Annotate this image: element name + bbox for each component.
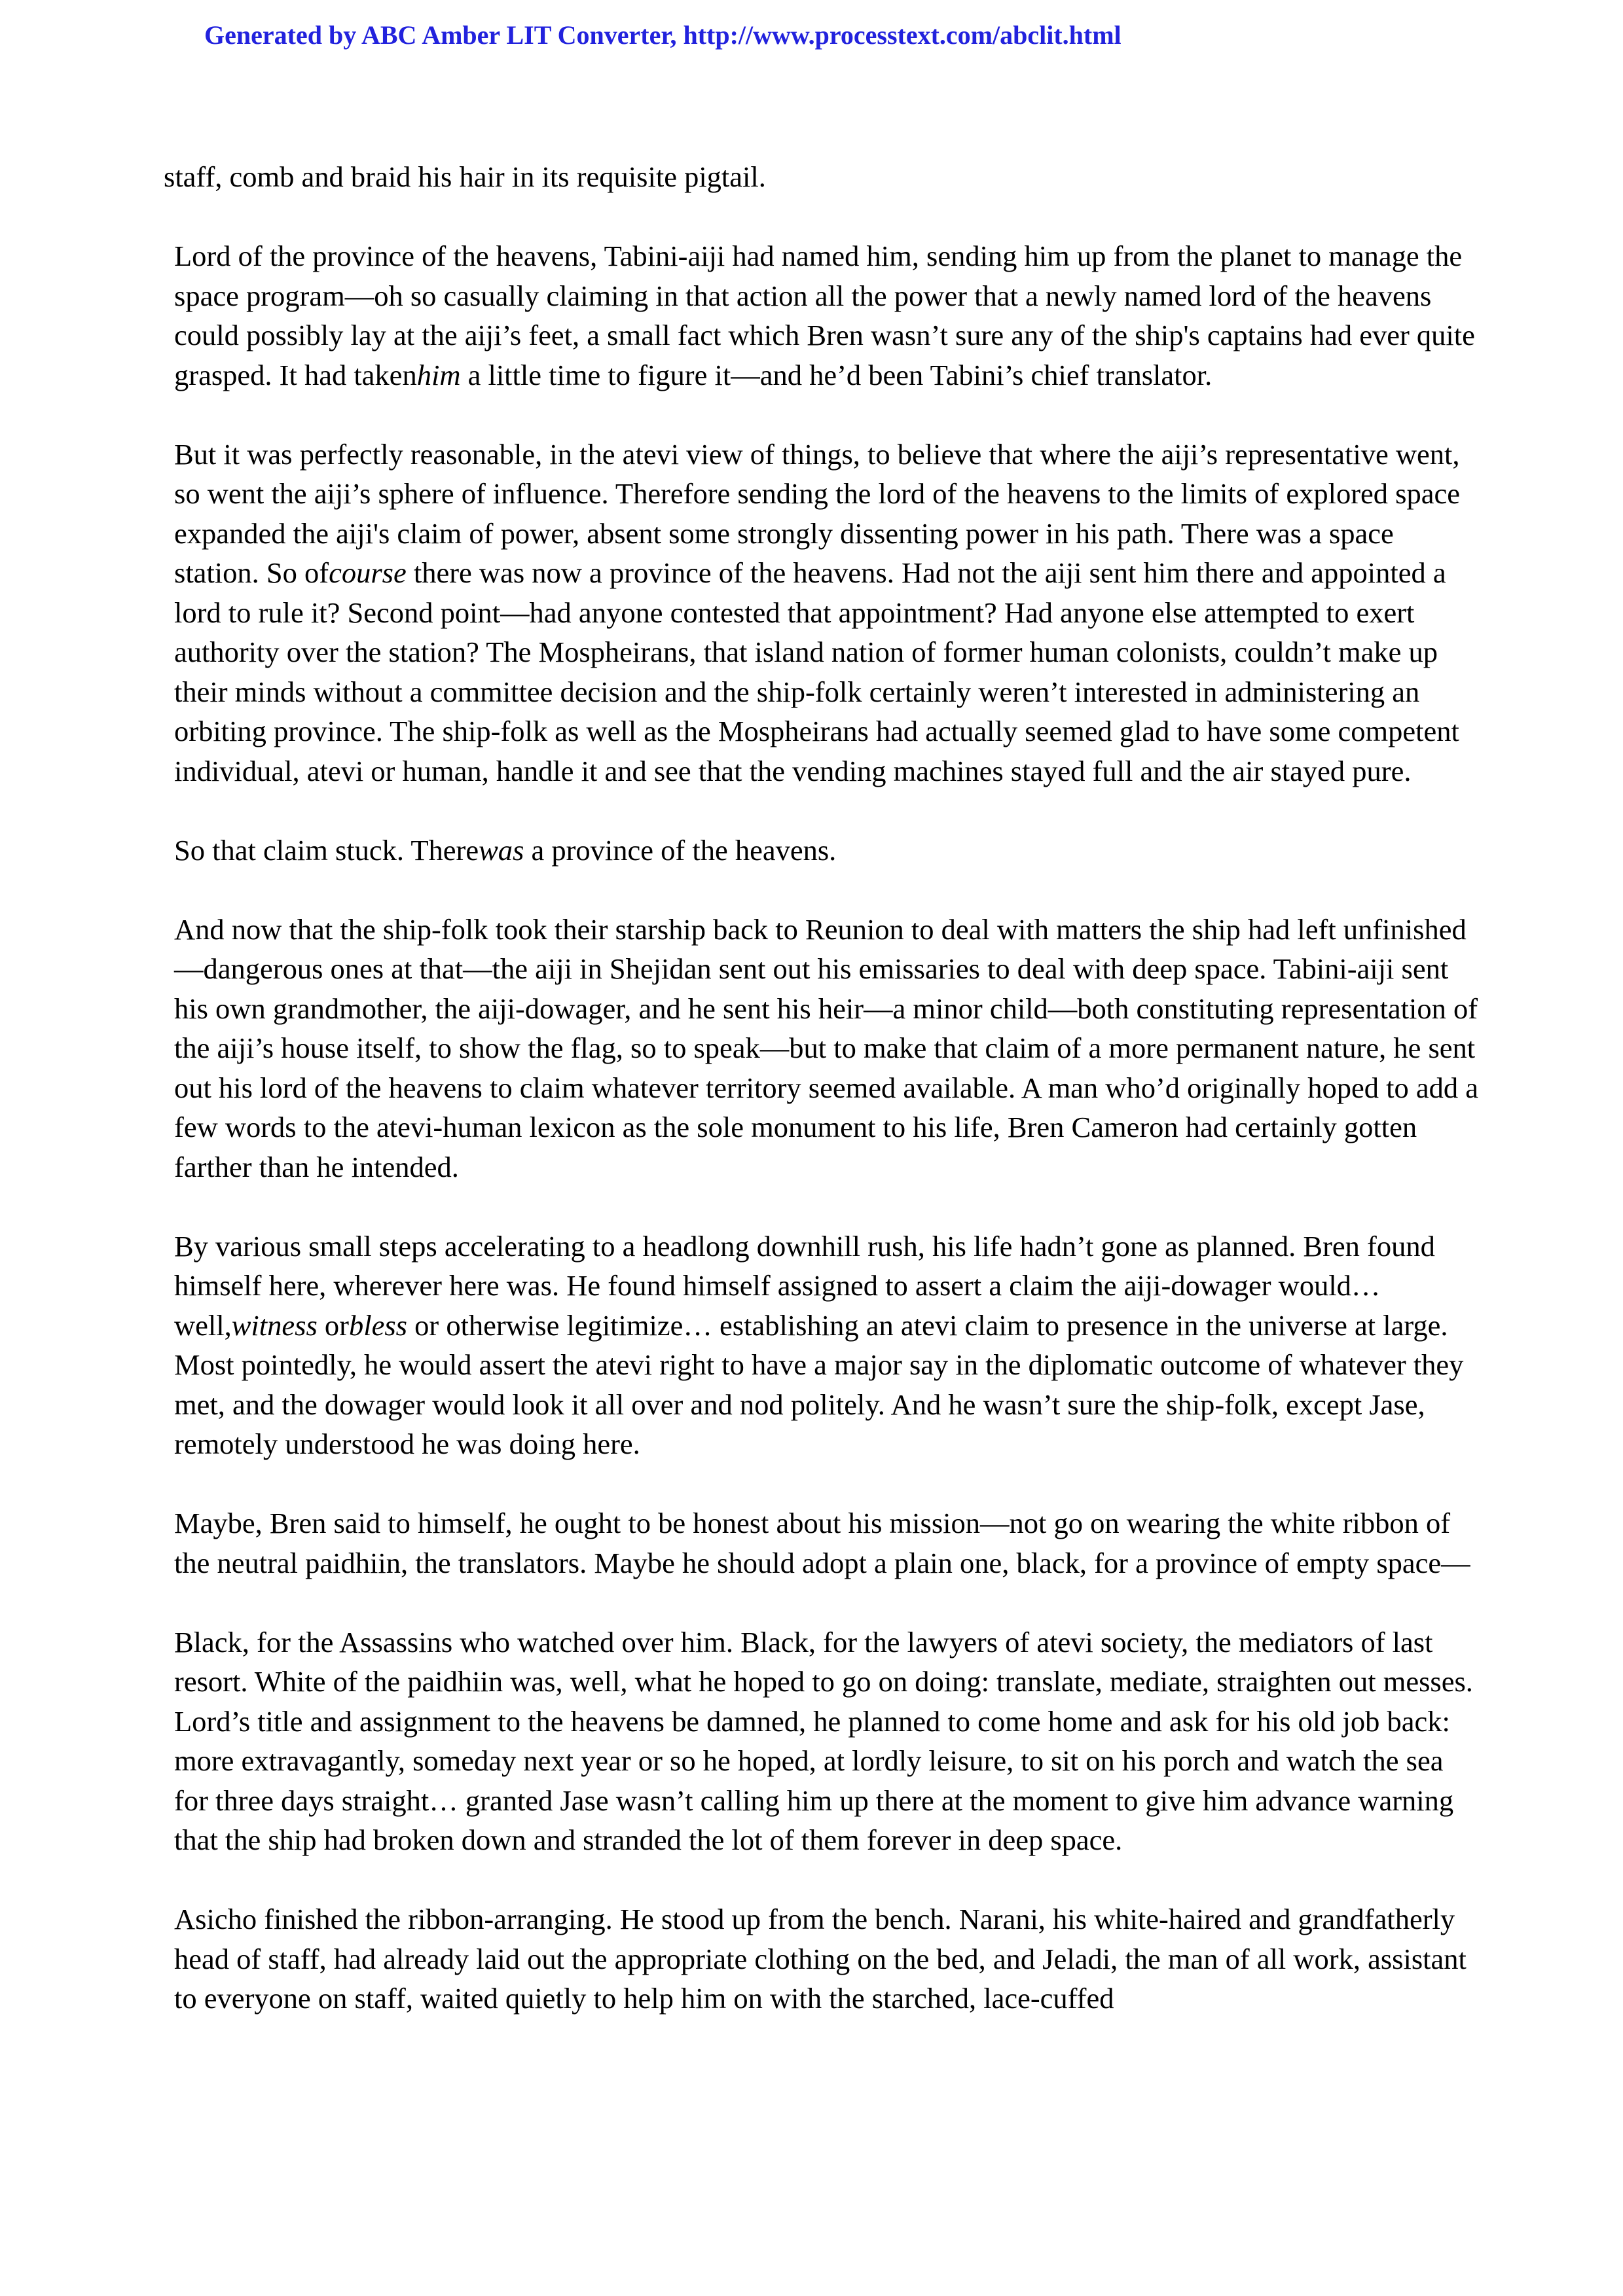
paragraph-text: Asicho finished the ribbon-arranging. He stood up from the bench. Narani, his white-haired and grandfatherly head of staff, had already laid out the appropriate clothing on the bed, and Jeladi, the man of all work, assistant to everyone on staff, waited quietly to help him on with the starched, lace-cuffed bbox=[174, 1903, 1467, 2015]
paragraph-text: By various small steps accelerating to a headlong downhill rush, his life hadn’t gone as planned. Bren found himself here, wherever here was. He found himself assigned to assert a claim the aiji-dowager would… well, bbox=[174, 1229, 1435, 1342]
paragraph-2 bbox=[164, 236, 1480, 395]
paragraph-text: Black, for the Assassins who watched over him. Black, for the lawyers of atevi society, the mediators of last resort. White of the paidhiin was, well, what he hoped to go on doing: translate, mediate, straighten out messes. Lord’s title and assignment to the heavens be damned, he planned to come home and ask for his old job back: more extravagantly, someday next year or so he hoped, at lordly leisure, to sit on his porch and watch the sea for three days straight… granted Jase wasn’t calling him up there at the moment to give him advance warning that the ship had broken down and stranded the lot of them forever in deep space. bbox=[174, 1625, 1473, 1856]
paragraph-1 bbox=[164, 157, 1480, 197]
paragraph-6 bbox=[164, 1227, 1480, 1464]
paragraph-text: or bbox=[317, 1308, 349, 1342]
paragraph-text: So that claim stuck. There bbox=[174, 833, 479, 867]
paragraph-3 bbox=[164, 435, 1480, 791]
converter-header-link[interactable]: Generated by ABC Amber LIT Converter, http://www.processtext.com/abclit.html bbox=[204, 20, 1122, 50]
document-body bbox=[164, 157, 1480, 2018]
paragraph-text: a province of the heavens. bbox=[524, 833, 837, 867]
italic-text: course bbox=[329, 556, 407, 589]
paragraph-8 bbox=[164, 1623, 1480, 1860]
italic-text: him bbox=[416, 358, 461, 391]
italic-text: witness bbox=[231, 1308, 318, 1342]
paragraph-9 bbox=[164, 1899, 1480, 2018]
paragraph-text: But it was perfectly reasonable, in the atevi view of things, to believe that where the aiji’s representative went, so went the aiji’s sphere of influence. Therefore sending the lord of the heavens to the limits of explored space expanded the aiji's claim of power, absent some strongly dissenting power in his path. There was a space station. So of bbox=[174, 437, 1460, 589]
paragraph-text: or otherwise legitimize… establishing an atevi claim to presence in the universe at large. Most pointedly, he would assert the atevi right to have a major say in the diplomatic outcome of whatever they met, and the dowager would look it all over and nod politely. And he wasn’t sure the ship-folk, except Jase, remotely understood he was doing here. bbox=[174, 1308, 1464, 1460]
paragraph-text: And now that the ship-folk took their starship back to Reunion to deal with matters the ship had left unfinished—dangerous ones at that—the aiji in Shejidan sent out his emissaries to deal with deep space. Tabini-aiji sent his own grandmother, the aiji-dowager, and he sent his heir—a minor child—both constituting representation of the aiji’s house itself, to show the flag, so to speak—but to make that claim of a more permanent nature, he sent out his lord of the heavens to claim whatever territory seemed available. A man who’d originally hoped to add a few words to the atevi-human lexicon as the sole monument to his life, Bren Cameron had certainly gotten farther than he intended. bbox=[174, 912, 1479, 1183]
italic-text: was bbox=[479, 833, 524, 867]
paragraph-5 bbox=[164, 910, 1480, 1187]
paragraph-text: Maybe, Bren said to himself, he ought to be honest about his mission—not go on wearing the white ribbon of the neutral paidhiin, the translators. Maybe he should adopt a plain one, black, for a province of empty space— bbox=[174, 1507, 1470, 1579]
paragraph-text: staff, comb and braid his hair in its requisite pigtail. bbox=[164, 160, 766, 193]
paragraph-text: a little time to figure it—and he’d been Tabini’s chief translator. bbox=[460, 358, 1213, 391]
paragraph-text: Lord of the province of the heavens, Tabini-aiji had named him, sending him up from the planet to manage the space program—oh so casually claiming in that action all the power that a newly named lord of the heavens could possibly lay at the aiji’s feet, a small fact which Bren wasn’t sure any of the ship's captains had ever quite grasped. It had taken bbox=[174, 240, 1475, 391]
paragraph-7 bbox=[164, 1503, 1480, 1583]
italic-text: bless bbox=[349, 1308, 407, 1342]
paragraph-text: there was now a province of the heavens. Had not the aiji sent him there and appointed a lord to rule it? Second point—had anyone contested that appointment? Had anyone else attempted to exert authority over the station? The Mospheirans, that island nation of former human colonists, couldn’t make up their minds without a committee decision and the ship-folk certainly weren’t interested in administering an orbiting province. The ship-folk as well as the Mospheirans had actually seemed glad to have some competent individual, atevi or human, handle it and see that the vending machines stayed full and the air stayed pure. bbox=[174, 556, 1459, 787]
paragraph-4 bbox=[164, 831, 1480, 870]
